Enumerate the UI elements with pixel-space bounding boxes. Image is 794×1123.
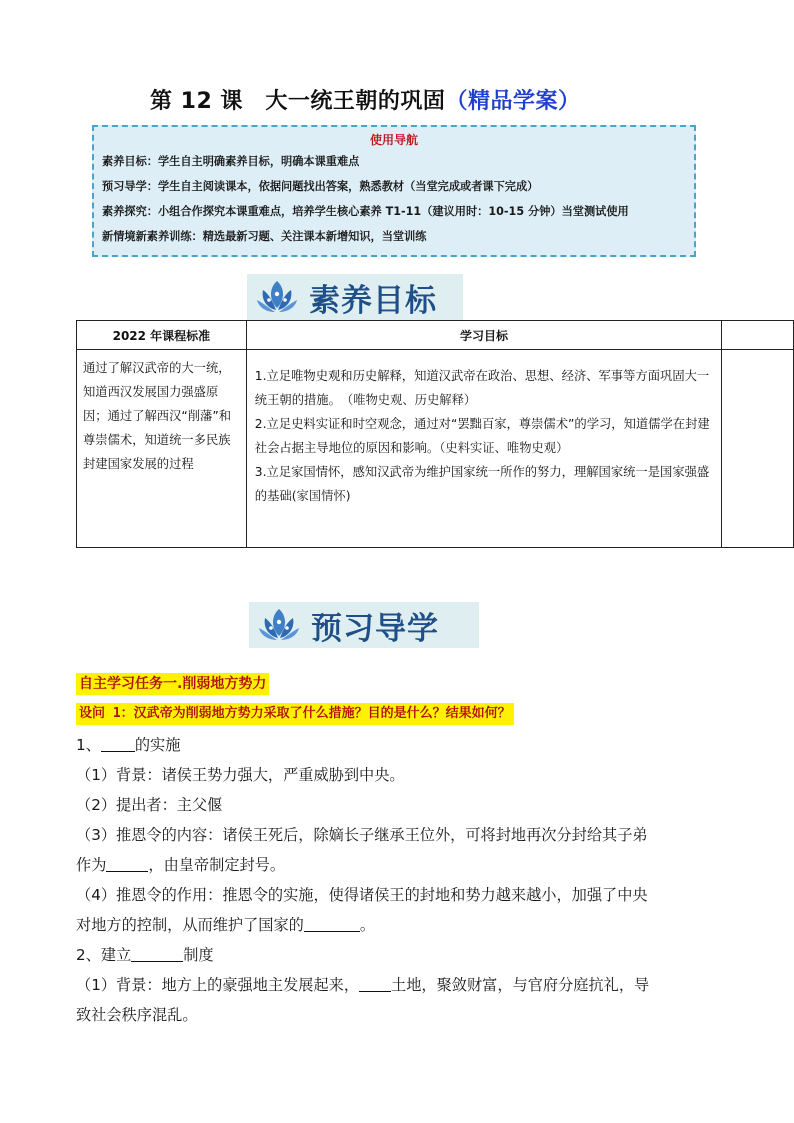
page-title: [150, 84, 580, 115]
objective-item: 3.立足家国情怀，感知汉武帝为维护国家统一所作的努力，理解国家统一是国家强盛的基础(家国情怀): [254, 465, 710, 503]
objectives-cell: [246, 350, 721, 548]
fill-blank[interactable]: [359, 973, 391, 992]
section-banner-goals: [247, 274, 463, 320]
table-row: [77, 350, 794, 548]
fill-blank[interactable]: [304, 913, 360, 932]
objective-item: 2.立足史料实证和时空观念，通过对“罢黜百家，尊崇儒术”的学习，知道儒学在封建社会占据主导地位的原因和影响。（史料实证、唯物史观）: [254, 417, 710, 455]
goals-table: [76, 320, 794, 548]
content-line: 对地方的控制，从而维护了国家的 。: [76, 910, 736, 940]
banner-goals-text: 素养目标: [309, 282, 437, 319]
header-empty: [722, 321, 794, 350]
table-header-row: [77, 321, 794, 350]
nav-line-training: 新情境新素养训练：精选最新习题、关注课本新增知识，当堂训练: [102, 230, 427, 243]
usage-navigation-box: [92, 125, 696, 257]
content-line: 作为 ，由皇帝制定封号。: [76, 850, 736, 880]
fill-blank[interactable]: [106, 853, 148, 872]
objective-item: 1.立足唯物史观和历史解释，知道汉武帝在政治、思想、经济、军事等方面巩固大一统王朝的措施。 （唯物史观、历史解释）: [254, 369, 710, 407]
question-text: 设问 1：汉武帝为削弱地方势力采取了什么措施？目的是什么？结果如何？: [76, 703, 514, 725]
content-line: 1、 的实施: [76, 730, 736, 760]
empty-cell: [722, 350, 794, 548]
title-main: 第 12 课 大一统王朝的巩固: [150, 89, 446, 114]
nav-line-explore: 素养探究：小组合作探究本课重难点，培养学生核心素养 T1-11（建议用时：10-15 分钟）当堂测试使用: [102, 205, 629, 218]
content-line: 2、建立 制度: [76, 940, 736, 970]
lotus-leaf-icon: [255, 278, 299, 316]
title-accent: （精品学案）: [445, 89, 581, 114]
section-banner-preview: [249, 602, 479, 648]
nav-line-goals: 素养目标：学生自主明确素养目标，明确本课重难点: [102, 155, 360, 168]
header-standard: 2022 年课程标准: [77, 321, 247, 350]
banner-preview-text: 预习导学: [311, 610, 439, 647]
content-line: （4）推恩令的作用：推恩令的实施，使得诸侯王的封地和势力越来越小，加强了中央: [76, 886, 648, 904]
content-line: （1）背景：地方上的豪强地主发展起来， 土地，聚敛财富，与官府分庭抗礼，导: [76, 970, 736, 1000]
header-objectives: 学习目标: [246, 321, 721, 350]
fill-blank[interactable]: [101, 733, 135, 752]
content-line: 致社会秩序混乱。: [76, 1006, 198, 1024]
lotus-leaf-icon: [257, 606, 301, 644]
study-content: [76, 730, 736, 1030]
nav-title: 使用导航: [369, 133, 418, 147]
content-line: （2）提出者：主父偃: [76, 796, 223, 814]
task-title: 自主学习任务一.削弱地方势力: [76, 673, 269, 695]
nav-line-preview: 预习导学：学生自主阅读课本，依据问题找出答案，熟悉教材（当堂完成或者课下完成）: [102, 180, 539, 193]
fill-blank[interactable]: [131, 943, 183, 962]
standard-cell: 通过了解汉武帝的大一统，知道西汉发展国力强盛原因；通过了解西汉“削藩”和尊崇儒术，知道统一多民族封建国家发展的过程: [77, 350, 247, 548]
content-line: （3）推恩令的内容：诸侯王死后，除嫡长子继承王位外，可将封地再次分封给其子弟: [76, 826, 648, 844]
content-line: （1）背景：诸侯王势力强大，严重威胁到中央。: [76, 766, 405, 784]
